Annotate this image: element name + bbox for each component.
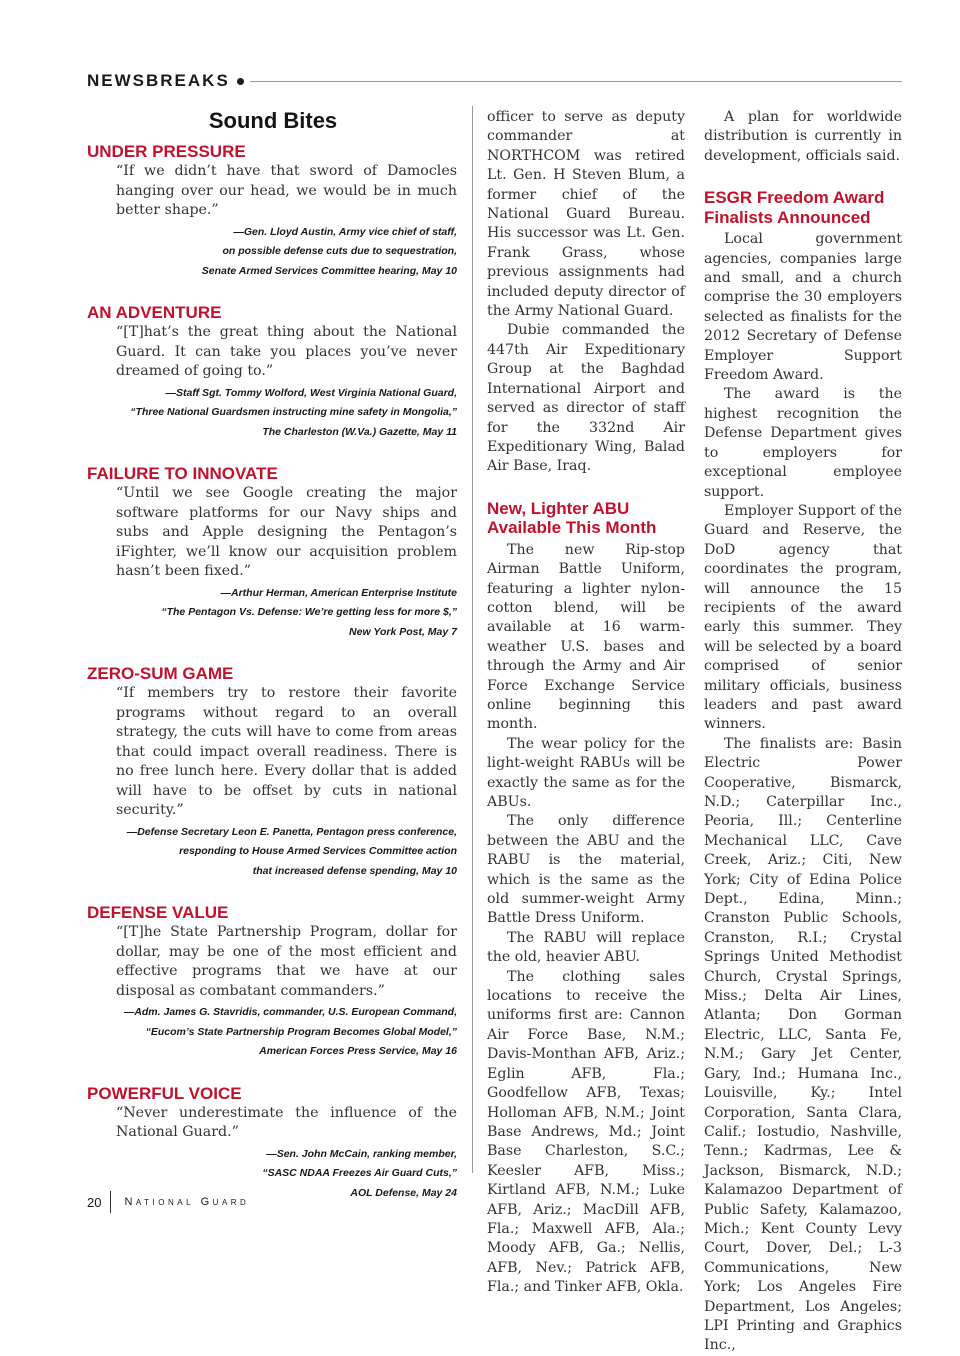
sound-bite-attribution xyxy=(87,223,457,282)
sound-bite-quote: “If we didn’t have that sword of Damocles hanging over our head, we would be in much better shape.” xyxy=(116,163,457,218)
article-paragraph: The RABU will replace the old, heavier ABU. xyxy=(487,929,685,966)
sound-bite xyxy=(87,142,457,281)
attribution-line: “Three National Guardsmen instructing mine safety in Mongolia,” xyxy=(130,406,457,418)
sound-bite-heading: UNDER PRESSURE xyxy=(87,142,246,161)
sound-bites-list xyxy=(87,142,457,1203)
article-heading-abu: New, Lighter ABU Available This Month xyxy=(487,498,657,538)
sound-bite xyxy=(87,664,457,881)
sound-bite-attribution xyxy=(87,1003,457,1062)
article-paragraph: The award is the highest recognition the Defense Department gives to employers for exceptional employee support. xyxy=(704,386,902,500)
sound-bite-quote: “[T]hat’s the great thing about the National Guard. It can take you places you’ve never dreamed of going to.” xyxy=(116,324,457,379)
article-paragraph: The wear policy for the light-weight RABUs will be exactly the same as for the ABUs. xyxy=(487,735,685,810)
continued-article xyxy=(487,108,685,477)
article-paragraph: A plan for worldwide distribution is currently in development, officials said. xyxy=(704,109,902,164)
article-body-abu xyxy=(487,541,685,1298)
sound-bite-quote: “If members try to restore their favorite programs without regard to an overall strategy, the cuts will have to come from areas that could impact overall readiness. There is no free lunch here. Every dollar that is added will have to be offset by cuts in national security.” xyxy=(116,685,457,818)
sound-bites-title: Sound Bites xyxy=(208,108,338,133)
attribution-line: responding to House Armed Services Committee action xyxy=(179,845,457,857)
attribution-line: —Gen. Lloyd Austin, Army vice chief of staff, xyxy=(233,225,457,238)
attribution-line: “SASC NDAA Freezes Air Guard Cuts,” xyxy=(262,1167,457,1179)
attribution-line: —Staff Sgt. Tommy Wolford, West Virginia National Guard, xyxy=(165,386,457,399)
sound-bites-column xyxy=(87,108,457,1225)
sound-bite-heading: FAILURE TO INNOVATE xyxy=(87,464,278,483)
article-paragraph: Local government agencies, companies large and small, and a church comprise the 30 employers selected as finalists for the 2012 Secretary of Defense Employer Support Freedom Award. xyxy=(704,231,902,384)
attribution-line: —Arthur Herman, American Enterprise Institute xyxy=(220,586,457,599)
header-divider xyxy=(250,81,902,82)
attribution-line: AOL Defense, May 24 xyxy=(350,1186,457,1199)
article-paragraph: The clothing sales locations to receive the uniforms first are: Cannon Air Force Base, N.M.; Davis-Monthan AFB, Ariz.; Eglin AFB, Fla.; Goodfellow AFB, Texas; Holloman AFB, N.M.; Joint Base Andrews, Md.; Joint Base Charleston, S.C.; Keesler AFB, Miss.; Kirtland AFB, N.M.; Luke AFB, Ariz.; MacDill AFB, Fla.; Maxwell AFB, Ala.; Moody AFB, Ga.; Nellis, AFB, Nev.; Patrick AFB, Fla.; and Tinker AFB, Okla. xyxy=(487,968,685,1296)
article-paragraph: officer to serve as deputy commander at NORTHCOM was retired Lt. Gen. H Steven Blum, a former chief of the National Guard Bureau. His successor was Lt. Gen. Frank Grass, whose previous assignments had included deputy director of the Army National Guard. xyxy=(487,109,685,320)
attribution-line: —Sen. John McCain, ranking member, xyxy=(266,1147,457,1160)
attribution-line: American Forces Press Service, May 16 xyxy=(259,1045,457,1057)
attribution-line: “The Pentagon Vs. Defense: We’re getting less for more $,” xyxy=(161,606,457,618)
sound-bite xyxy=(87,464,457,642)
publication-name: National Guard xyxy=(124,1196,250,1208)
sound-bite-heading: POWERFUL VOICE xyxy=(87,1083,242,1103)
sound-bite-quote: “Until we see Google creating the major software platforms for our Navy ships and subs and Apple designing the Pentagon’s iFighter, we’ll know our acquisition problem hasn’t been fixed.” xyxy=(116,485,457,579)
article-column-2 xyxy=(487,108,685,1298)
attribution-line: —Adm. James G. Stavridis, commander, U.S. European Command, xyxy=(123,1006,457,1018)
sound-bite-heading: AN ADVENTURE xyxy=(87,303,222,322)
page-number: 20 xyxy=(87,1194,102,1210)
article-column-3 xyxy=(704,108,902,1356)
attribution-line: The Charleston (W.Va.) Gazette, May 11 xyxy=(262,425,457,438)
column-divider xyxy=(472,106,473,1173)
footer-divider xyxy=(110,1191,111,1213)
sound-bite-attribution xyxy=(87,584,457,643)
page-footer xyxy=(87,1191,249,1213)
article-body-esgr xyxy=(704,230,902,1356)
attribution-line: that increased defense spending, May 10 xyxy=(252,864,457,877)
article-paragraph: The new Rip-stop Airman Battle Uniform, featuring a lighter nylon-cotton blend, will be available at 16 warm-weather U.S. bases and through the Army and Air Force Exchange Service online beginning this month. xyxy=(487,541,685,733)
sound-bite xyxy=(87,1084,457,1204)
sound-bite-attribution xyxy=(87,384,457,443)
attribution-line: —Defense Secretary Leon E. Panetta, Pentagon press conference, xyxy=(126,825,457,838)
attribution-line: on possible defense cuts due to sequestration, xyxy=(222,245,457,257)
sound-bite-attribution xyxy=(87,823,457,882)
attribution-line: “Eucom’s State Partnership Program Becomes Global Model,” xyxy=(145,1025,457,1038)
article-paragraph: Dubie commanded the 447th Air Expeditionary Group at the Baghdad International Airport and served as director of staff for the 332nd Air Expeditionary Wing, Balad Air Base, Iraq. xyxy=(487,322,685,475)
sound-bite-quote: “Never underestimate the influence of the National Guard.” xyxy=(116,1104,457,1140)
attribution-line: Senate Armed Services Committee hearing, May 10 xyxy=(201,264,457,277)
article-paragraph: The only difference between the ABU and the RABU is the material, which is the same as the old summer-weight Army Battle Dress Uniform. xyxy=(487,813,685,927)
bullet-dot-icon xyxy=(237,78,244,85)
article-paragraph: The finalists are: Basin Electric Power Cooperative, Bismarck, N.D.; Caterpillar Inc., Peoria, Ill.; Centerline Mechanical LLC, Cave Creek, Ariz.; Citi, New York; City of Edina Police Dept., Edina, Minn.; Cranston Public Schools, Cranston, R.I.; Crystal Springs United Methodist Church, Crystal Springs, Miss.; Delta Air Lines, Atlanta; Don Gorman Electric, LLC, Santa Fe, N.M.; Gary Jet Center, Gary, Ind.; Humana Inc., Louisville, Ky.; Intel Corporation, Santa Clara, Calif.; Iostudio, Nashville, Tenn.; Kadrmas, Lee & Jackson, Bismarck, N.D.; Kalamazoo Department of Public Safety, Kalamazoo, Mich.; Kent County Levy Court, Dover, Del.; L-3 Communications, New York; Los Angeles Fire Department, Los Angeles; LPI Printing and Graphics Inc., xyxy=(704,735,902,1354)
continued-article xyxy=(704,108,902,166)
sound-bite xyxy=(87,903,457,1062)
article-heading-esgr: ESGR Freedom Award Finalists Announced xyxy=(704,188,885,227)
attribution-line: New York Post, May 7 xyxy=(349,625,457,638)
section-header xyxy=(87,68,902,94)
sound-bite-quote: “[T]he State Partnership Program, dollar for dollar, may be one of the most efficient and effective programs that we have at our disposal as combatant commanders.” xyxy=(116,924,457,999)
sound-bite xyxy=(87,303,457,442)
sound-bite-heading: DEFENSE VALUE xyxy=(87,903,229,922)
article-paragraph: Employer Support of the Guard and Reserve, the DoD agency that coordinates the program, will announce the 15 recipients of the award early this summer. They will be selected by a board comprised of senior military officials, business leaders and past award winners. xyxy=(704,502,902,733)
sound-bite-heading: ZERO-SUM GAME xyxy=(87,664,234,683)
section-title: NEWSBREAKS xyxy=(87,71,230,90)
